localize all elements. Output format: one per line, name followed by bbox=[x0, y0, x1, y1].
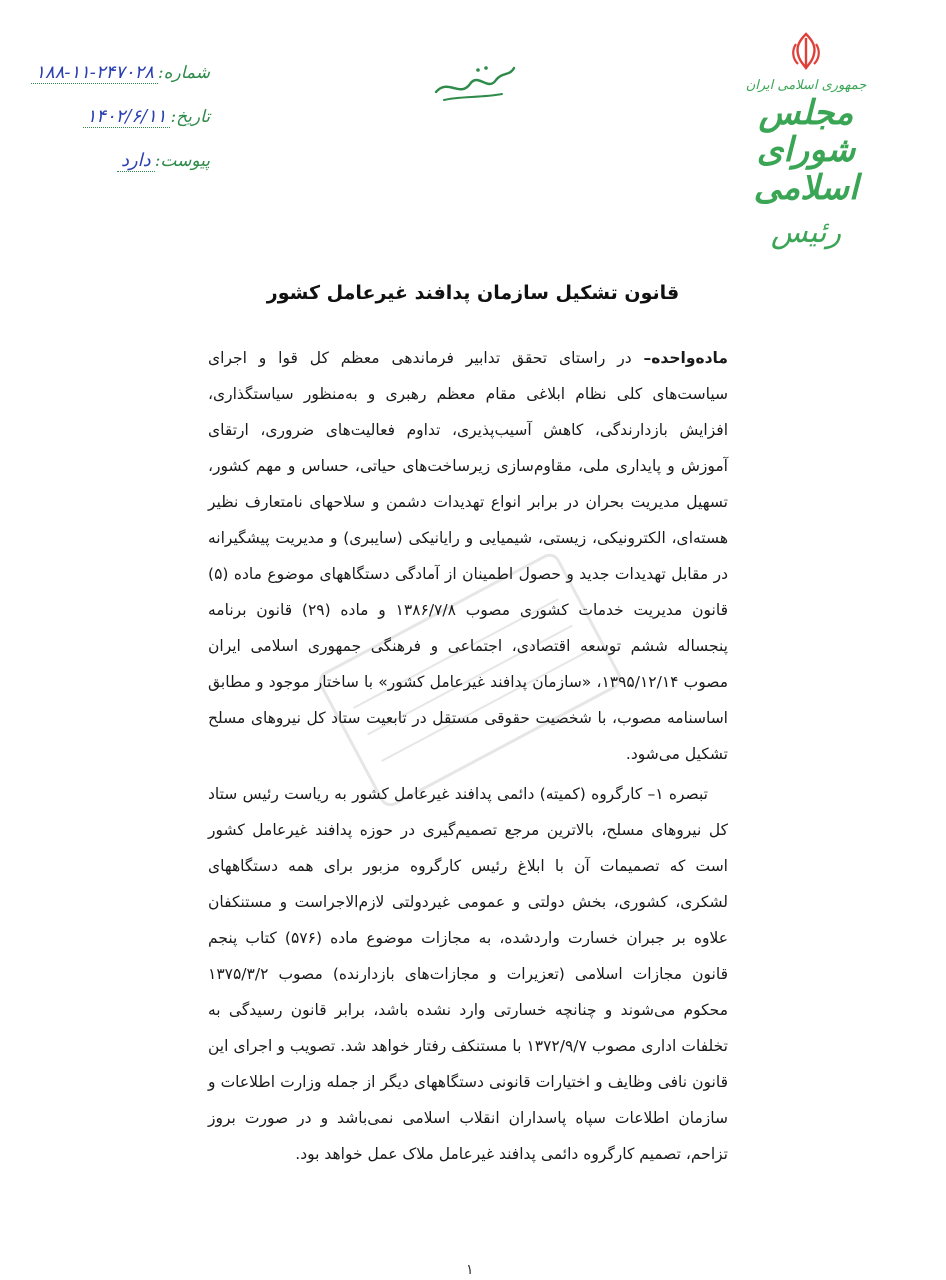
note-1-paragraph: تبصره ۱– کارگروه (کمیته) دائمی پدافند غیرعامل کشور به ریاست رئیس ستاد کل نیروهای مسلح، بالاترین مرجع تصمیم‌گیری در حوزه پدافند غیرعامل کشور است که تصمیمات آن با ابلاغ رئیس کارگروه مزبور برای همه دستگاههای لشکری، کشوری، بخش دولتی و عمومی غیردولتی لازم‌الاجراست و مستنکفان علاوه بر جبران خسارت واردشده، به مجازات موضوع ماده (۵۷۶) کتاب پنجم قانون مجازات اسلامی (تعزیرات و مجازات‌های بازدارنده) مصوب ۱۳۷۵/۳/۲ محکوم می‌شوند و چنانچه خسارتی وارد نشده باشد، برابر قانون رسیدگی به تخلفات اداری مصوب ۱۳۷۲/۹/۷ با مستنکف رفتار خواهد شد. تصویب و اجرای این قانون نافی وظایف و اختیارات قانونی دستگاههای دیگر از جمله وزارت اطلاعات و سازمان اطلاعات سپاه پاسداران انقلاب اسلامی نمی‌باشد و در صورت بروز تزاحم، تصمیم کارگروه دائمی پدافند غیرعامل ملاک عمل خواهد بود. bbox=[208, 785, 728, 1163]
allah-emblem-icon bbox=[784, 30, 828, 74]
document-body bbox=[208, 340, 728, 1176]
document-title: قانون تشکیل سازمان پدافند غیرعامل کشور bbox=[266, 282, 680, 304]
letter-meta bbox=[0, 62, 210, 194]
emblem-parliament-name: مجلس شورای اسلامی bbox=[753, 93, 859, 208]
emblem-country-name: جمهوری اسلامی ایران bbox=[745, 78, 867, 93]
letter-date-label: تاریخ: bbox=[170, 107, 210, 127]
letter-date-row bbox=[0, 106, 210, 150]
single-article-label: ماده‌واحده– bbox=[643, 349, 728, 367]
letter-number-label: شماره: bbox=[157, 63, 210, 83]
parliament-emblem bbox=[726, 30, 886, 250]
letter-attachment-label: پیوست: bbox=[154, 151, 210, 171]
letter-date-value: ۱۴۰۲/۶/۱۱ bbox=[83, 106, 171, 128]
single-article-text: در راستای تحقق تدابیر فرماندهی معظم کل قوا و اجرای سیاست‌های کلی نظام ابلاغی مقام معظم رهبری و به‌منظور سیاستگذاری، افزایش بازدارندگی، کاهش آسیب‌پذیری، تداوم فعالیت‌های ضروری، ارتقای آموزش و پایداری ملی، مقاوم‌سازی زیرساخت‌های حیاتی، حساس و مهم کشور، تسهیل مدیریت بحران در برابر انواع تهدیدات دشمن و سلاحهای نامتعارف نظیر هسته‌ای، الکترونیکی، زیستی، شیمیایی و رایانیکی (سایبری) و مدیریت پیشگیرانه در مقابل تهدیدات جدید و حصول اطمینان از آمادگی دستگاههای موضوع ماده (۵) قانون مدیریت خدمات کشوری مصوب ۱۳۸۶/۷/۸ و ماده (۲۹) قانون برنامه پنجساله ششم توسعه اقتصادی، اجتماعی و فرهنگی جمهوری اسلامی ایران مصوب ۱۳۹۵/۱۲/۱۴، «سازمان پدافند غیرعامل کشور» با ساختار موجود و مطابق اساسنامه مصوب، با شخصیت حقوقی مستقل در تابعیت ستاد کل نیروهای مسلح تشکیل می‌شود. bbox=[208, 349, 728, 763]
page-number: ۱ bbox=[466, 1262, 474, 1278]
single-article-paragraph bbox=[208, 340, 728, 772]
letter-attachment-value: دارد bbox=[117, 150, 155, 172]
letter-number-row bbox=[0, 62, 210, 106]
letter-attachment-row bbox=[0, 150, 210, 194]
letter-number-value: ۱۸۸-۱۱-۲۴۷۰۲۸ bbox=[31, 62, 158, 84]
bismillah-calligraphy-mark bbox=[430, 58, 520, 108]
emblem-speaker-title: رئیس bbox=[770, 215, 842, 251]
